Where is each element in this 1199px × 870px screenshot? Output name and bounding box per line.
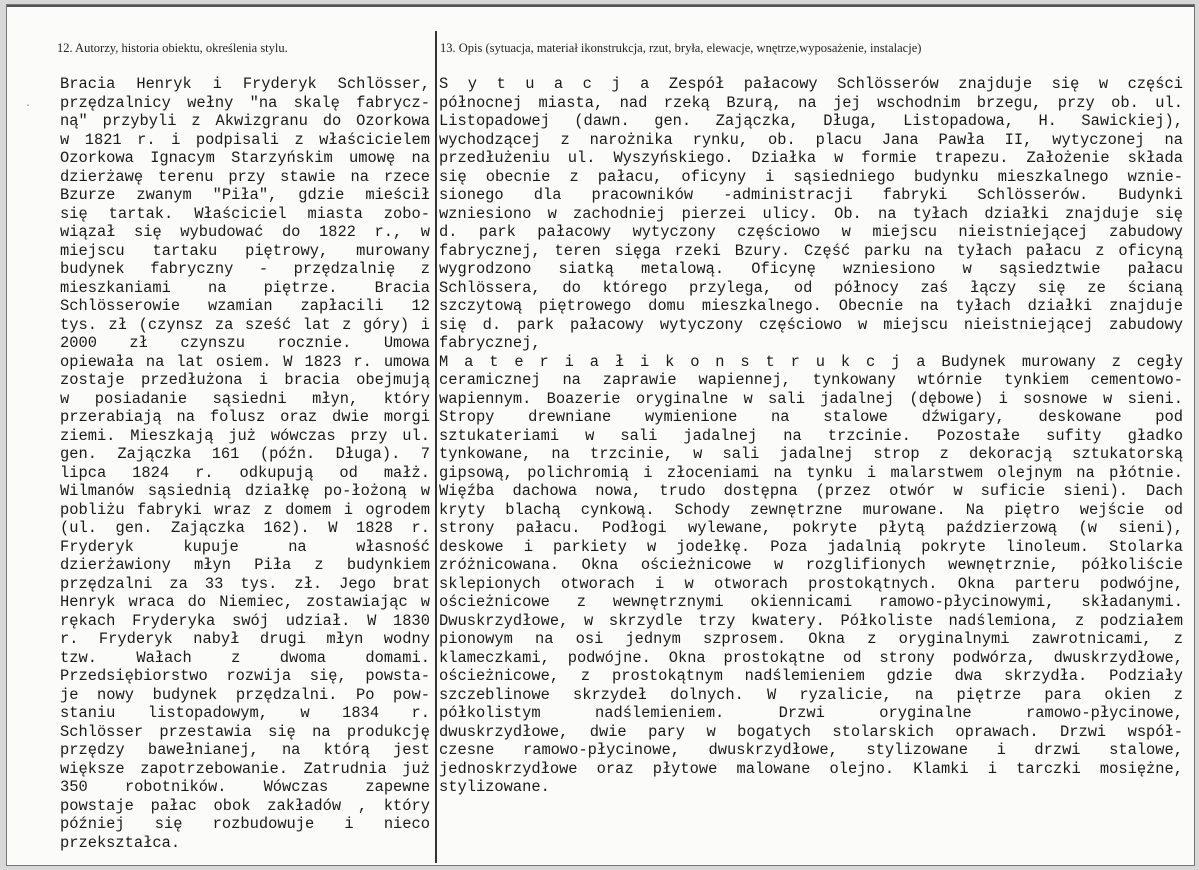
text-line: Przedsiębiorstwo rozwija się, powsta- [60, 667, 430, 685]
text-line: Schlösser przestawia się na produkcję [60, 722, 430, 741]
text-line: Więźba dachowa nowa, trudo dostępna (przez otwór w suficie sieni). Dach [439, 482, 1183, 500]
text-line: fabrycznej, [439, 334, 541, 352]
text-line: 350 robotników. Wówczas zapewne [60, 778, 430, 796]
text-line: ceramicznej na zaprawie wapiennej, tynkowany wtórnie tynkiem cementowo- [439, 371, 1183, 389]
text-line: gipsową, polichromią i złoceniami na tynku i malarstwem olejnym na płótnie. [439, 463, 1183, 482]
text-line: przędzy bawełnianej, na którą jest [60, 741, 430, 759]
text-line: Ozorkowa Ignacym Starzyńskim umowę na [60, 149, 430, 167]
text-line: w 1821 r. i podpisali z właścicielem [60, 130, 430, 149]
text-line: wychodzącej z narożnika rynku, ob. placu Jana Pawła II, wytyczonej na [439, 130, 1183, 149]
text-line: wzniesiono w zachodniej pierzei ulicy. Ob. na tyłach działki znajduje się [439, 204, 1183, 223]
text-line: przędzalnicy wełny "na skalę fabrycz- [60, 93, 430, 112]
history-text-column [60, 75, 430, 852]
text-line: zostaje przedłużona i bracia obejmują [60, 371, 430, 389]
text-line: dwuskrzydłowe, dwie pary w bogatych stolarskich oprawach. Drzwi współ- [439, 722, 1183, 741]
text-line: przędzalni za 33 tys. zł. Jego brat [60, 574, 430, 593]
text-line: tys. zł (czynsz za sześć lat z góry) i [60, 315, 430, 334]
text-line: wiązał się wybudować do 1822 r., w [60, 223, 430, 241]
description-text-column [439, 75, 1183, 797]
text-line: klameczkami, podwójne. Okna prostokątne od strony podwórza, dwuskrzydłowe, [439, 648, 1183, 667]
text-line: Fryderyk kupuje na własność [60, 537, 430, 556]
text-line: sztukateriami w sali jadalnej na trzcinie. Pozostałe sufity gładko [439, 426, 1183, 445]
text-line: (ul. gen. Zajączka 162). W 1828 r. [60, 519, 430, 537]
text-line: się obecnie z pałacu, oficyny i sąsiedniego budynku mieszkalnego wznie- [439, 167, 1183, 186]
text-line: północnej miasta, nad rzeką Bzurą, na jej wschodnim brzegu, przy ob. ul. [439, 93, 1183, 112]
text-line: wapiennym. Boazerie oryginalne w sali jadalnej (dębowe) i sosnowe w sieni. [439, 389, 1183, 408]
section-12-header: 12. Autorzy, historia obiektu, określenia stylu. [57, 41, 288, 55]
text-line: kryty blachą cynkową. Schody zewnętrzne murowane. Na piętro wejście od [439, 500, 1183, 519]
text-line: budynek fabryczny - przędzalnię z [60, 260, 430, 278]
text-line: ościeżnicowe z wewnętrznymi okiennicami ramowo-płycinowymi, składanymi. [439, 593, 1183, 611]
text-line: M a t e r i a ł i k o n s t r u k c j a Budynek murowany z cegły [439, 352, 1183, 371]
text-line: Dwuskrzydłowe, w skrzydle trzy kwatery. Półkoliste nadślemiona, z podziałem [439, 611, 1183, 630]
text-line: d. park pałacowy wytyczony częściowo w miejscu nieistniejącej zabudowy [439, 223, 1183, 241]
text-line: czesne ramowo-płycinowe, dwuskrzydłowe, stylizowane i drzwi stalowe, [439, 741, 1183, 759]
text-line: gen. Zajączka 161 (późn. Długa). 7 [60, 445, 430, 463]
text-line: Bracia Henryk i Fryderyk Schlösser, [60, 75, 430, 93]
text-line: ną" przybyli z Akwizgranu do Ozorkowa [60, 112, 430, 130]
text-line: Henryk wraca do Niemiec, zostawiając w [60, 593, 430, 611]
text-line: tynkowane, na trzcinie, w sali jadalnej strop z dekoracją sztukatorską [439, 445, 1183, 463]
text-line: staniu listopadowym, w 1834 r. [60, 704, 430, 722]
text-line: dzierżawę terenu przy stawie na rzece [60, 167, 430, 186]
text-line: przekształca. [60, 833, 181, 852]
text-line: stylizowane. [439, 778, 550, 796]
top-border [7, 5, 1194, 7]
text-line: deskowe i parkiety w jodełkę. Poza jadalnią pokryte linoleum. Stolarka [439, 537, 1183, 556]
text-line: lipca 1824 r. odkupują od małż. [60, 463, 430, 482]
text-line: pobliżu fabryki wraz z domem i ogrodem [60, 500, 430, 519]
text-line: r. Fryderyk nabył drugi młyn wodny [60, 630, 430, 648]
margin-mark: · [25, 101, 32, 112]
text-line: później się rozbudowuje i nieco [60, 815, 430, 833]
text-line: dzierżawiony młyn Piła z budynkiem [60, 556, 430, 574]
text-line: miejscu tartaku piętrowy, murowany [60, 241, 430, 260]
text-line: rękach Fryderyka swój udział. W 1830 [60, 611, 430, 630]
text-line: pionowym na osi jednym szprosem. Okna z oryginalnymi zawrotnicami, z [439, 630, 1183, 648]
text-line: Wilmanów sąsiednią działkę po-łożoną w [60, 482, 430, 500]
text-line: sklepionych otworach i w otworach prostokątnych. Okna parteru podwójne, [439, 574, 1183, 593]
text-line: 2000 zł czynszu rocznie. Umowa [60, 334, 430, 352]
text-line: opiewała na lat osiem. W 1823 r. umowa [60, 352, 430, 371]
section-13-header: 13. Opis (sytuacja, materiał ikonstrukcja, rzut, bryła, elewacje, wnętrze,wyposażenie, instalacje) [440, 41, 922, 55]
text-line: w posiadanie sąsiedni młyn, który [60, 389, 430, 408]
text-line: się d. park pałacowy wytyczony częściowo w miejscu nieistniejącej zabudowy [439, 315, 1183, 334]
text-line: Listopadowej (dawn. gen. Zajączka, Długa, Listopadowa, H. Sawickiej), [439, 112, 1183, 130]
text-line: tzw. Wałach z dwoma domami. [60, 648, 430, 667]
text-line: Schlössera, do którego przylega, od północy zaś łączy się ze ścianą [439, 278, 1183, 297]
record-card [6, 4, 1195, 866]
text-line: szczeblinowe skrzydeł dolnych. W ryzalicie, na piętrze para okien z [439, 685, 1183, 704]
text-line: przedłużeniu ul. Wyszyńskiego. Działka w formie trapezu. Założenie składa [439, 149, 1183, 167]
text-line: jednoskrzydłowe oraz płytowe malowane olejno. Klamki i tarczki mosiężne, [439, 759, 1183, 778]
text-line: Schlösserowie wzamian zapłacili 12 [60, 297, 430, 315]
text-line: powstaje pałac obok zakładów , który [60, 796, 430, 815]
text-line: Stropy drewniane wymienione na stalowe dźwigary, deskowane pod [439, 408, 1183, 426]
text-line: sionego dla pracowników -administracji fabryki Schlösserów. Budynki [439, 186, 1183, 204]
column-divider [435, 31, 437, 863]
text-line: półkolistym nadślemieniem. Drzwi oryginalne ramowo-płycinowe, [439, 704, 1183, 722]
text-line: Bzurze zwanym "Piła", gdzie mieścił [60, 186, 430, 204]
text-line: szczytową piętrowego domu mieszkalnego. Obecnie na tyłach działki znajduje [439, 297, 1183, 315]
text-line: ościeżnicowe, z prostokątnym nadślemieniem gdzie dwa skrzydła. Podziały [439, 667, 1183, 685]
text-line: mieszkaniami na piętrze. Bracia [60, 278, 430, 297]
text-line: przerabiają na folusz oraz dwie morgi [60, 408, 430, 426]
text-line: większe zapotrzebowanie. Zatrudnia już [60, 759, 430, 778]
text-line: fabrycznej, teren sięga rzeki Bzury. Część parku na tyłach pałacu z oficyną [439, 241, 1183, 260]
text-line: je nowy budynek przędzalni. Po pow- [60, 685, 430, 704]
text-line: ziemi. Mieszkają już wówczas przy ul. [60, 426, 430, 445]
text-line: się tartak. Właściciel miasta zobo- [60, 204, 430, 223]
text-line: strony pałacu. Podłogi wylewane, pokryte płytą paździerzową (w sieni), [439, 519, 1183, 537]
text-line: S y t u a c j a Zespół pałacowy Schlösserów znajduje się w części [439, 75, 1183, 93]
text-line: wygrodzono siatką metalową. Oficynę wzniesiono w sąsiedztwie pałacu [439, 260, 1183, 278]
text-line: zróżnicowana. Okna ościeżnicowe w rozglifionych wewnętrznie, półkoliście [439, 556, 1183, 574]
